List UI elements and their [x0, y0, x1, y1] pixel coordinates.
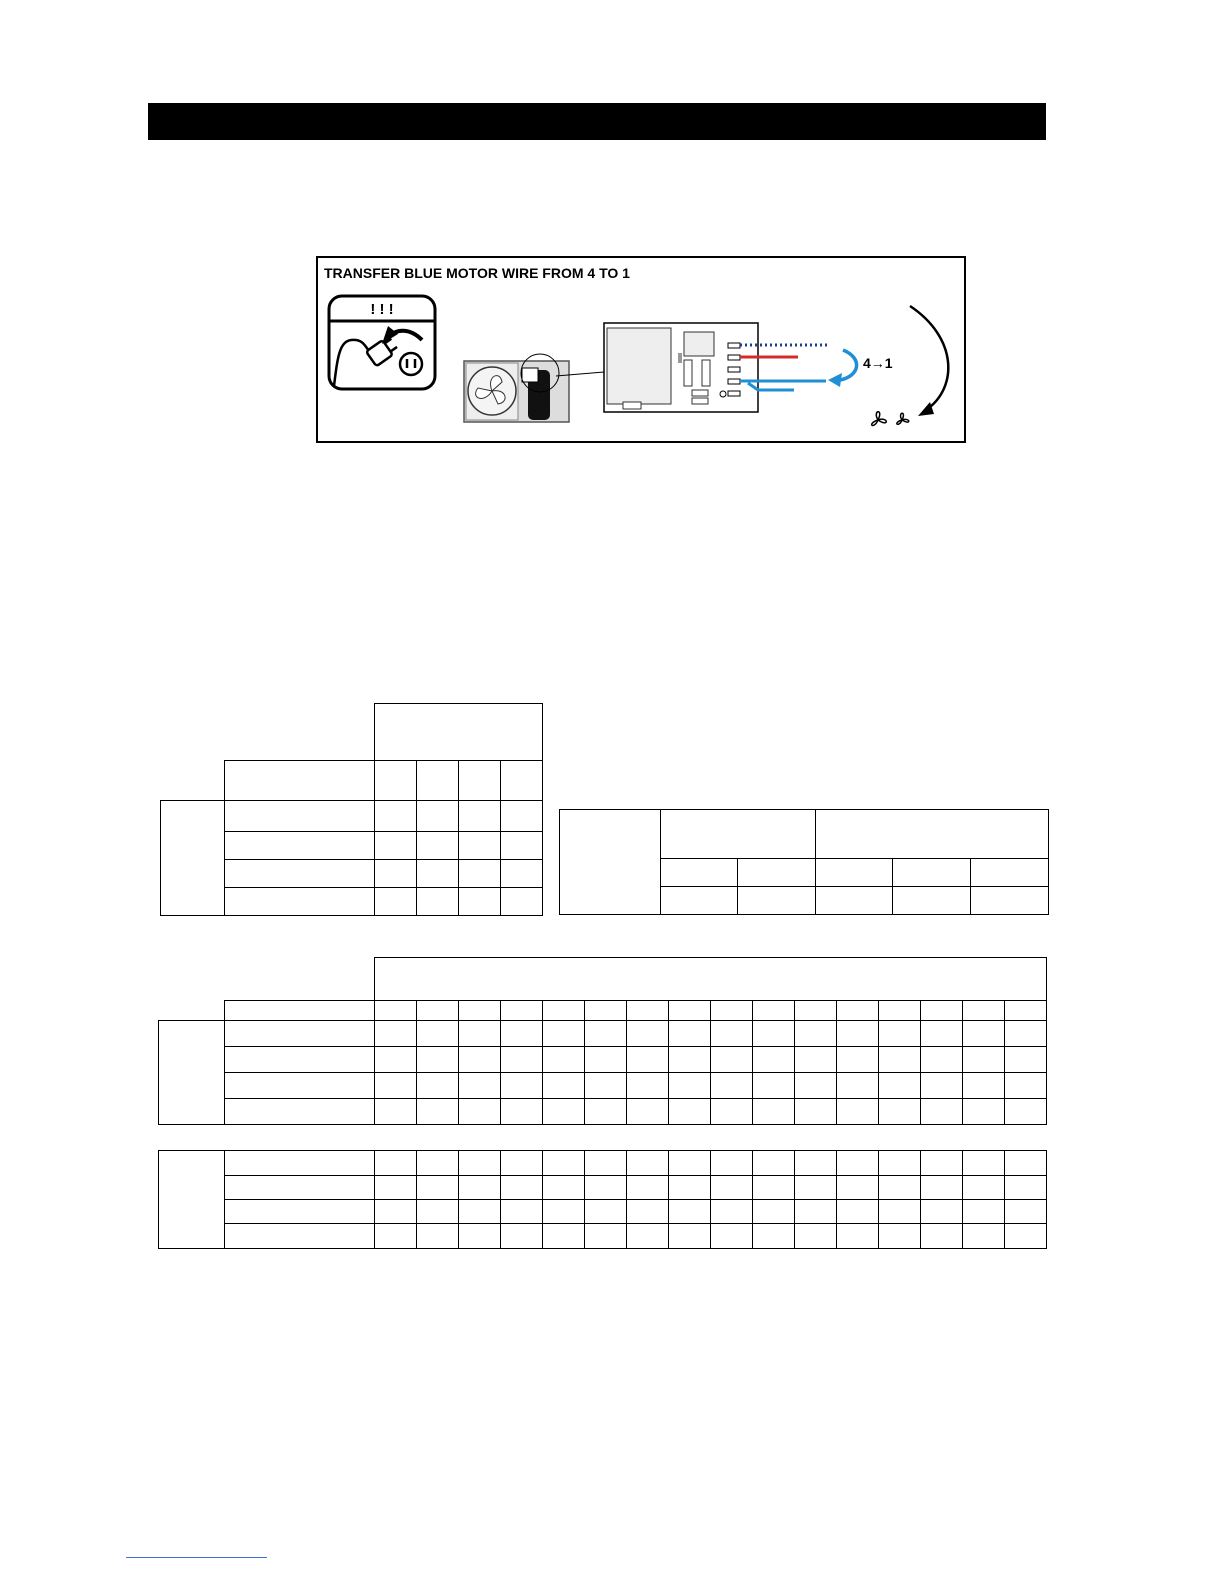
- table-cell: [459, 1021, 501, 1047]
- table-cell: [837, 1151, 879, 1176]
- table-cell: [837, 1001, 879, 1021]
- table-cell: [795, 1176, 837, 1200]
- row-label-cell: [225, 832, 375, 860]
- table-cell: [1005, 1176, 1047, 1200]
- table-cell: [627, 1047, 669, 1073]
- table-cell: [669, 1151, 711, 1176]
- row-label-cell: [225, 761, 375, 801]
- sub-header-cell: [738, 859, 816, 887]
- fan-speed-icon: [897, 413, 909, 424]
- table-cell: [459, 1001, 501, 1021]
- table-cell: [417, 1047, 459, 1073]
- table-cell: [417, 1021, 459, 1047]
- sub-header-cell: [661, 859, 738, 887]
- table-cell: [711, 1021, 753, 1047]
- table-cell: [159, 1001, 225, 1021]
- table-cell: [837, 1176, 879, 1200]
- row-label-cell: [225, 1151, 375, 1176]
- table-cell: [417, 1151, 459, 1176]
- outdoor-unit-icon: [464, 354, 569, 422]
- table-cell: [585, 1200, 627, 1224]
- table-cell: [627, 1001, 669, 1021]
- row-label-cell: [225, 1176, 375, 1200]
- table-cell: [816, 887, 893, 915]
- table-cell: [375, 1021, 417, 1047]
- table-cell: [879, 1021, 921, 1047]
- table-cell: [669, 1073, 711, 1099]
- table-cell: [753, 1176, 795, 1200]
- table-cell: [795, 1073, 837, 1099]
- sub-header-cell: [971, 859, 1049, 887]
- row-label-cell: [225, 1099, 375, 1125]
- table-cell: [963, 1176, 1005, 1200]
- table-cell: [417, 1200, 459, 1224]
- figure-caption: TRANSFER BLUE MOTOR WIRE FROM 4 TO 1: [324, 265, 630, 281]
- table-cell: [963, 1047, 1005, 1073]
- table-cell: [711, 1001, 753, 1021]
- table-cell: [585, 1001, 627, 1021]
- table-cell: [375, 1047, 417, 1073]
- fan-icon: [872, 412, 887, 426]
- table-cell: [837, 1047, 879, 1073]
- table-cell: [795, 1200, 837, 1224]
- table-cell: [669, 1021, 711, 1047]
- table-cell: [501, 1224, 543, 1249]
- group-label-cell: [159, 1151, 225, 1249]
- table-cell: [501, 1200, 543, 1224]
- table-cell: [879, 1176, 921, 1200]
- table-cell: [795, 1001, 837, 1021]
- row-header-cell: [560, 810, 661, 915]
- table-cell: [963, 1224, 1005, 1249]
- table-cell: [753, 1021, 795, 1047]
- table-cell: [879, 1099, 921, 1125]
- table-cell: [711, 1099, 753, 1125]
- table-cell: [459, 801, 501, 832]
- group-label-cell: [159, 1021, 225, 1125]
- table-cell: [501, 832, 543, 860]
- table-cell: [753, 1047, 795, 1073]
- warning-marks: ! ! !: [370, 301, 394, 318]
- column-header-cell: [417, 761, 459, 801]
- table-cell: [879, 1047, 921, 1073]
- table-cell: [893, 887, 971, 915]
- row-label-cell: [225, 860, 375, 888]
- table-cell: [417, 888, 459, 916]
- table-cell: [921, 1200, 963, 1224]
- table-cell: [375, 1151, 417, 1176]
- table-cell: [753, 1099, 795, 1125]
- table-cell: [459, 888, 501, 916]
- table-cell: [669, 1224, 711, 1249]
- table-cell: [543, 1099, 585, 1125]
- table-cell: [417, 1073, 459, 1099]
- table-cell: [459, 1200, 501, 1224]
- row-label-cell: [225, 1073, 375, 1099]
- table-cell: [963, 1151, 1005, 1176]
- column-header-cell: [375, 761, 417, 801]
- table-cell: [711, 1073, 753, 1099]
- table-cell: [971, 887, 1049, 915]
- table-cell: [585, 1099, 627, 1125]
- table-cell: [669, 1200, 711, 1224]
- table-cell: [837, 1224, 879, 1249]
- table-cell: [711, 1047, 753, 1073]
- column-header-cell: [501, 761, 543, 801]
- upper-left-table: [160, 703, 543, 916]
- table-cell: [459, 1047, 501, 1073]
- table-cell: [669, 1047, 711, 1073]
- table-cell: [627, 1099, 669, 1125]
- table-cell: [501, 1047, 543, 1073]
- table-cell: [753, 1073, 795, 1099]
- table-cell: [375, 1001, 417, 1021]
- table-cell: [225, 704, 375, 761]
- table-cell: [1005, 1001, 1047, 1021]
- sub-header-cell: [893, 859, 971, 887]
- table-cell: [585, 1073, 627, 1099]
- table-cell: [375, 1099, 417, 1125]
- table-cell: [501, 1176, 543, 1200]
- table-cell: [459, 1224, 501, 1249]
- lower-table-a: [158, 957, 1047, 1125]
- table-cell: [711, 1176, 753, 1200]
- table-cell: [1005, 1151, 1047, 1176]
- table-cell: [161, 761, 225, 801]
- row-label-cell: [225, 888, 375, 916]
- table-cell: [543, 1047, 585, 1073]
- header-cell: [375, 704, 543, 761]
- table-cell: [417, 860, 459, 888]
- table-cell: [375, 1176, 417, 1200]
- table-cell: [661, 887, 738, 915]
- table-cell: [417, 1099, 459, 1125]
- transfer-label: 4→1: [863, 355, 893, 371]
- table-cell: [738, 887, 816, 915]
- table-cell: [795, 1151, 837, 1176]
- transfer-arrow: [840, 350, 857, 380]
- table-cell: [543, 1021, 585, 1047]
- table-cell: [795, 1099, 837, 1125]
- table-cell: [879, 1200, 921, 1224]
- table-cell: [417, 1176, 459, 1200]
- unplug-warning-box: [329, 296, 435, 389]
- table-cell: [963, 1001, 1005, 1021]
- group-header-cell: [661, 810, 816, 859]
- table-cell: [963, 1073, 1005, 1099]
- table-cell: [417, 832, 459, 860]
- table-cell: [627, 1176, 669, 1200]
- column-header-cell: [459, 761, 501, 801]
- table-cell: [375, 1073, 417, 1099]
- wiring-diagram: [318, 258, 964, 441]
- section-header-bar: [148, 103, 1046, 140]
- table-cell: [669, 1099, 711, 1125]
- table-cell: [837, 1021, 879, 1047]
- table-cell: [459, 1176, 501, 1200]
- table-cell: [543, 1200, 585, 1224]
- wiring-instruction-figure: [316, 256, 966, 443]
- table-cell: [627, 1151, 669, 1176]
- group-header-cell: [816, 810, 1049, 859]
- curved-arrow: [910, 306, 948, 410]
- table-cell: [753, 1151, 795, 1176]
- table-cell: [375, 832, 417, 860]
- table-cell: [753, 1224, 795, 1249]
- row-label-cell: [225, 1224, 375, 1249]
- lower-table-b: [158, 1150, 1047, 1249]
- table-cell: [459, 832, 501, 860]
- table-cell: [837, 1073, 879, 1099]
- table-cell: [921, 1176, 963, 1200]
- row-label-cell: [225, 801, 375, 832]
- row-label-cell: [225, 1047, 375, 1073]
- table-cell: [1005, 1200, 1047, 1224]
- table-cell: [963, 1099, 1005, 1125]
- table-cell: [159, 958, 225, 1001]
- table-cell: [501, 1099, 543, 1125]
- table-cell: [459, 1099, 501, 1125]
- table-cell: [711, 1200, 753, 1224]
- table-cell: [543, 1224, 585, 1249]
- table-cell: [627, 1021, 669, 1047]
- table-cell: [1005, 1047, 1047, 1073]
- table-cell: [1005, 1073, 1047, 1099]
- table-cell: [543, 1001, 585, 1021]
- table-cell: [585, 1176, 627, 1200]
- header-cell: [375, 958, 1047, 1001]
- table-cell: [837, 1200, 879, 1224]
- table-cell: [375, 1224, 417, 1249]
- table-cell: [585, 1151, 627, 1176]
- table-cell: [669, 1176, 711, 1200]
- table-cell: [627, 1073, 669, 1099]
- upper-right-table: [559, 809, 1049, 915]
- table-cell: [921, 1047, 963, 1073]
- table-cell: [585, 1021, 627, 1047]
- row-label-cell: [225, 1001, 375, 1021]
- table-cell: [501, 1073, 543, 1099]
- table-cell: [921, 1224, 963, 1249]
- table-cell: [1005, 1021, 1047, 1047]
- table-cell: [375, 888, 417, 916]
- table-cell: [921, 1073, 963, 1099]
- table-cell: [627, 1200, 669, 1224]
- control-board-icon: [604, 323, 758, 412]
- table-cell: [375, 860, 417, 888]
- table-cell: [711, 1224, 753, 1249]
- table-cell: [963, 1200, 1005, 1224]
- table-cell: [879, 1224, 921, 1249]
- row-label-cell: [225, 1200, 375, 1224]
- sub-header-cell: [816, 859, 893, 887]
- table-cell: [459, 860, 501, 888]
- table-cell: [161, 704, 225, 761]
- table-cell: [1005, 1099, 1047, 1125]
- table-cell: [795, 1021, 837, 1047]
- table-cell: [753, 1200, 795, 1224]
- table-cell: [879, 1073, 921, 1099]
- table-cell: [585, 1047, 627, 1073]
- table-cell: [585, 1224, 627, 1249]
- table-cell: [417, 801, 459, 832]
- table-cell: [501, 860, 543, 888]
- table-cell: [921, 1151, 963, 1176]
- table-cell: [543, 1151, 585, 1176]
- table-cell: [921, 1021, 963, 1047]
- table-cell: [501, 1001, 543, 1021]
- table-cell: [921, 1099, 963, 1125]
- table-cell: [501, 1151, 543, 1176]
- table-cell: [879, 1151, 921, 1176]
- table-cell: [879, 1001, 921, 1021]
- footer-link[interactable]: [126, 1557, 267, 1558]
- table-cell: [837, 1099, 879, 1125]
- table-cell: [459, 1073, 501, 1099]
- table-cell: [795, 1224, 837, 1249]
- table-cell: [501, 801, 543, 832]
- table-cell: [225, 958, 375, 1001]
- table-cell: [417, 1224, 459, 1249]
- table-cell: [543, 1176, 585, 1200]
- table-cell: [459, 1151, 501, 1176]
- table-cell: [501, 888, 543, 916]
- table-cell: [1005, 1224, 1047, 1249]
- table-cell: [543, 1073, 585, 1099]
- table-cell: [627, 1224, 669, 1249]
- table-cell: [711, 1151, 753, 1176]
- table-cell: [417, 1001, 459, 1021]
- table-cell: [921, 1001, 963, 1021]
- group-label-cell: [161, 801, 225, 916]
- table-cell: [963, 1021, 1005, 1047]
- table-cell: [501, 1021, 543, 1047]
- table-cell: [375, 1200, 417, 1224]
- outlet-icon: [400, 353, 422, 375]
- table-cell: [669, 1001, 711, 1021]
- table-cell: [753, 1001, 795, 1021]
- row-label-cell: [225, 1021, 375, 1047]
- table-cell: [795, 1047, 837, 1073]
- table-cell: [375, 801, 417, 832]
